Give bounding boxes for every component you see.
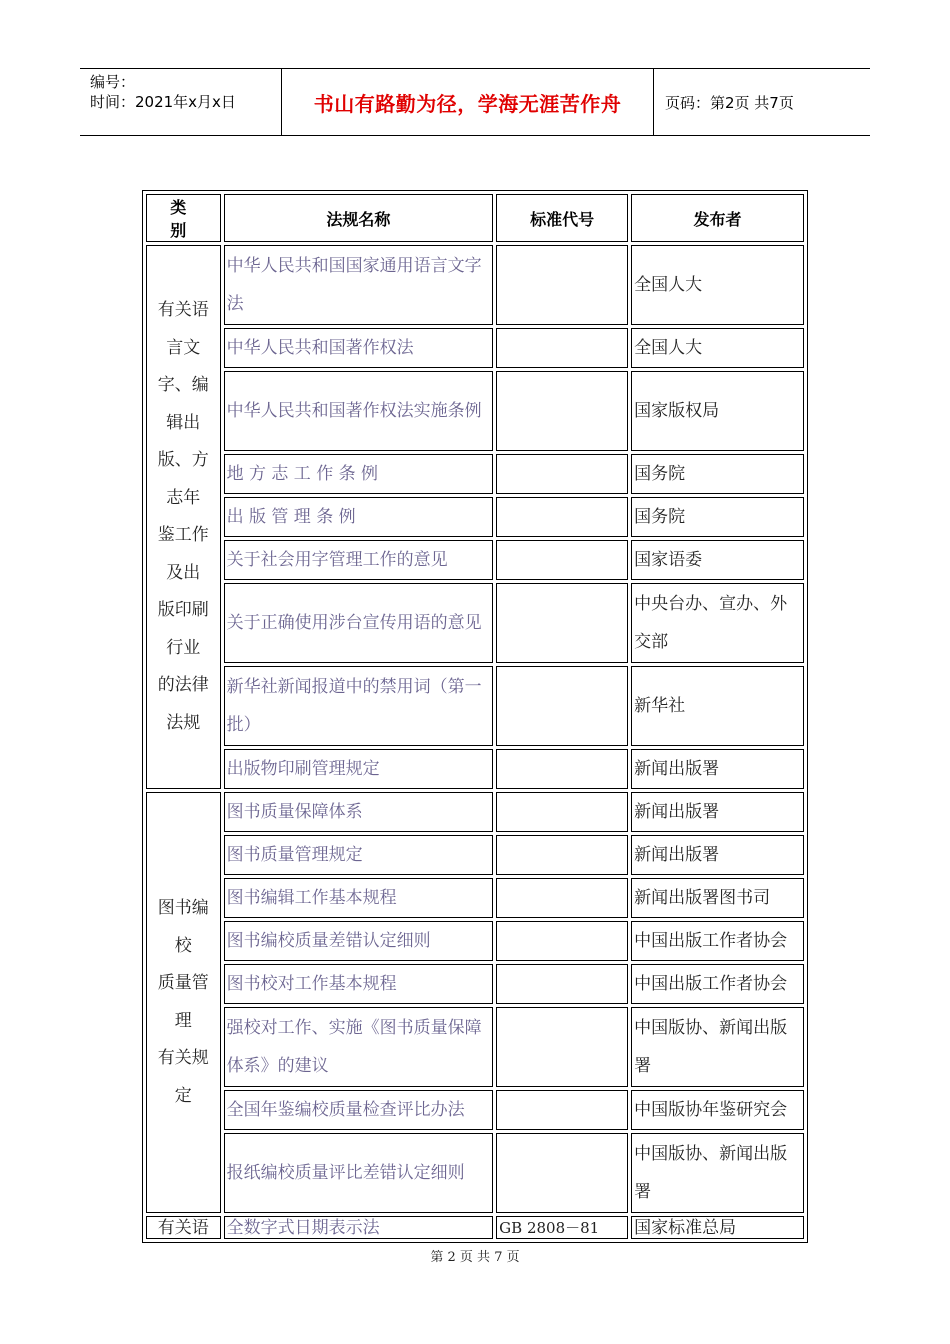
- publisher-cell: 新华社: [631, 666, 804, 746]
- table-row: [146, 1090, 804, 1130]
- regulation-name-cell: 全国年鉴编校质量检查评比办法: [224, 1090, 494, 1130]
- regulation-name-cell: 图书质量管理规定: [224, 835, 494, 875]
- table-row: [146, 454, 804, 494]
- table-row: [146, 666, 804, 746]
- category-line: 有关规: [157, 1048, 209, 1068]
- category-line: 理: [174, 1010, 192, 1031]
- publisher-cell: 全国人大: [631, 245, 804, 325]
- table-row: [146, 245, 804, 325]
- regulation-name-cell: 强校对工作、实施《图书质量保障体系》的建议: [224, 1007, 494, 1087]
- table-row: [146, 583, 804, 663]
- category-line: 质量管: [157, 973, 209, 993]
- standard-code-cell: [496, 666, 628, 746]
- regulations-table: [142, 190, 808, 1243]
- standard-code-cell: [496, 749, 628, 789]
- category-line: 行业: [166, 637, 201, 658]
- table-row: [146, 328, 804, 368]
- table-row: [146, 878, 804, 918]
- table-row: [146, 1007, 804, 1087]
- table-row: [146, 964, 804, 1004]
- column-header-publisher: 发布者: [631, 194, 804, 242]
- standard-code-cell: [496, 792, 628, 832]
- table-header-row: [146, 194, 804, 242]
- category-line: 字、编: [157, 375, 209, 395]
- standard-code-cell: [496, 371, 628, 451]
- regulation-name-cell: 新华社新闻报道中的禁用词（第一批）: [224, 666, 494, 746]
- category-line: 言文: [166, 337, 201, 358]
- standard-code-cell: [496, 1007, 628, 1087]
- category-line: 有关语: [157, 1217, 209, 1238]
- publisher-cell: 中国出版工作者协会: [631, 964, 804, 1004]
- table-row: [146, 921, 804, 961]
- publisher-cell: 新闻出版署: [631, 835, 804, 875]
- category-line: 志年: [166, 487, 201, 508]
- category-line: 有关语: [157, 300, 209, 320]
- regulation-name-cell: 出 版 管 理 条 例: [224, 497, 494, 537]
- standard-code-cell: [496, 921, 628, 961]
- standard-code-cell: [496, 583, 628, 663]
- category-line: 版印刷: [157, 600, 209, 620]
- regulation-name-cell: 关于正确使用涉台宣传用语的意见: [224, 583, 494, 663]
- publisher-cell: 国务院: [631, 497, 804, 537]
- standard-code-cell: [496, 835, 628, 875]
- table-row: [146, 835, 804, 875]
- table-row: [146, 792, 804, 832]
- regulation-name-cell: 图书校对工作基本规程: [224, 964, 494, 1004]
- category-line: 的法律: [157, 675, 209, 695]
- publisher-cell: 国务院: [631, 454, 804, 494]
- standard-code-cell: [496, 540, 628, 580]
- table-row: [146, 540, 804, 580]
- document-number-label: 编号：: [90, 73, 136, 91]
- publisher-cell: 新闻出版署: [631, 792, 804, 832]
- category-line: 校: [174, 935, 192, 956]
- regulation-name-cell: 地 方 志 工 作 条 例: [224, 454, 494, 494]
- standard-code-cell: [496, 1090, 628, 1130]
- standard-code-cell: [496, 245, 628, 325]
- regulation-name-cell: 出版物印刷管理规定: [224, 749, 494, 789]
- regulation-name-cell: 中华人民共和国著作权法实施条例: [224, 371, 494, 451]
- category-cell: [146, 792, 221, 1213]
- column-header-code: 标准代号: [496, 194, 628, 242]
- header-motto: 书山有路勤为径，学海无涯苦作舟: [313, 91, 622, 116]
- regulation-name-cell: 图书质量保障体系: [224, 792, 494, 832]
- category-line: 版、方: [157, 450, 209, 470]
- table-row: [146, 749, 804, 789]
- standard-code-cell: GB 2808－81: [496, 1216, 628, 1239]
- document-time-label: 时间：2021年x月x日: [90, 93, 236, 111]
- publisher-cell: 新闻出版署图书司: [631, 878, 804, 918]
- publisher-cell: 全国人大: [631, 328, 804, 368]
- publisher-cell: 新闻出版署: [631, 749, 804, 789]
- table-row: [146, 371, 804, 451]
- regulation-name-cell: 报纸编校质量评比差错认定细则: [224, 1133, 494, 1213]
- header-divider: [653, 68, 654, 136]
- table-row: [146, 497, 804, 537]
- column-header-category: 类 别: [146, 194, 221, 242]
- category-line: 辑出: [166, 412, 201, 433]
- regulation-name-cell: 全数字式日期表示法: [224, 1216, 494, 1239]
- publisher-cell: 中国版协年鉴研究会: [631, 1090, 804, 1130]
- publisher-cell: 中国出版工作者协会: [631, 921, 804, 961]
- regulation-name-cell: 中华人民共和国国家通用语言文字法: [224, 245, 494, 325]
- category-line: 法规: [166, 712, 201, 733]
- standard-code-cell: [496, 454, 628, 494]
- publisher-cell: 中央台办、宣办、外交部: [631, 583, 804, 663]
- header-meta: [90, 72, 236, 112]
- category-line: 图书编: [157, 898, 209, 918]
- page-footer: 第 2 页 共 7 页: [430, 1250, 520, 1265]
- category-line: 鉴工作: [157, 525, 209, 545]
- standard-code-cell: [496, 328, 628, 368]
- regulation-name-cell: 图书编校质量差错认定细则: [224, 921, 494, 961]
- regulation-name-cell: 中华人民共和国著作权法: [224, 328, 494, 368]
- category-line: 定: [174, 1085, 192, 1106]
- publisher-cell: 国家版权局: [631, 371, 804, 451]
- standard-code-cell: [496, 878, 628, 918]
- column-header-name: 法规名称: [224, 194, 494, 242]
- table-body: [146, 245, 804, 1239]
- table-row: [146, 1216, 804, 1239]
- category-cell: [146, 245, 221, 789]
- publisher-cell: 中国版协、新闻出版署: [631, 1007, 804, 1087]
- publisher-cell: 中国版协、新闻出版署: [631, 1133, 804, 1213]
- standard-code-cell: [496, 964, 628, 1004]
- standard-code-cell: [496, 497, 628, 537]
- regulation-name-cell: 关于社会用字管理工作的意见: [224, 540, 494, 580]
- header-page-info: 页码：第2页 共7页: [665, 93, 794, 112]
- category-line: 及出: [166, 562, 201, 583]
- category-cell: [146, 1216, 221, 1239]
- page-header: [80, 68, 870, 136]
- publisher-cell: 国家标准总局: [631, 1216, 804, 1239]
- publisher-cell: 国家语委: [631, 540, 804, 580]
- table-row: [146, 1133, 804, 1213]
- standard-code-cell: [496, 1133, 628, 1213]
- regulation-name-cell: 图书编辑工作基本规程: [224, 878, 494, 918]
